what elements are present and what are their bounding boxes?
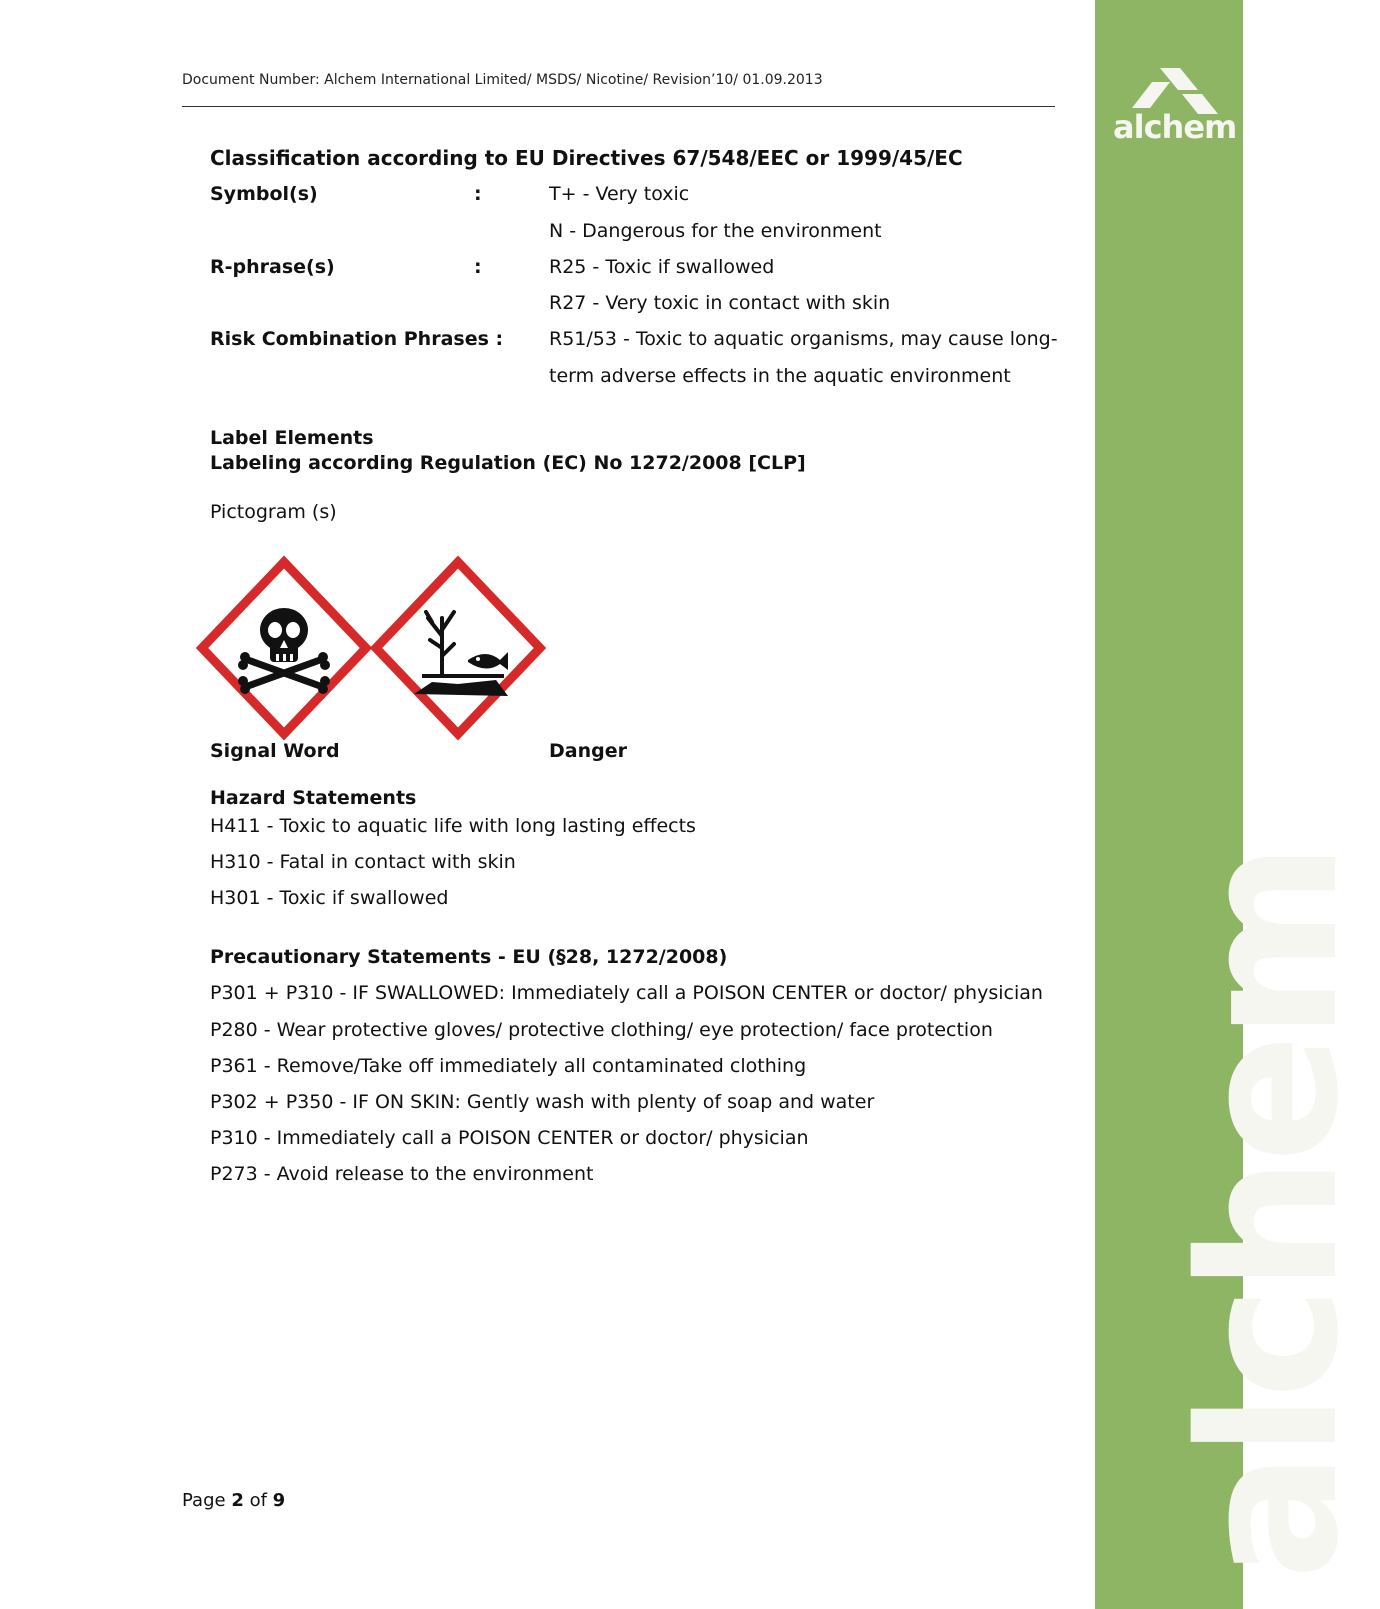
total-pages: 9 bbox=[272, 1490, 286, 1511]
document-number: Document Number: Alchem International Limited/ MSDS/ Nicotine/ Revision’10/ 01.09.2013 bbox=[182, 72, 823, 88]
hazard-statement: H411 - Toxic to aquatic life with long lasting effects bbox=[210, 815, 696, 837]
current-page: 2 bbox=[231, 1490, 244, 1511]
precautionary-statements-title: Precautionary Statements - EU (§28, 1272/2008) bbox=[210, 946, 728, 968]
rphrase-item: R25 - Toxic if swallowed bbox=[549, 256, 775, 278]
risk-combination-line: R51/53 - Toxic to aquatic organisms, may cause long- bbox=[549, 328, 1058, 350]
classification-title: Classification according to EU Directives 67/548/EEC or 1999/45/EC bbox=[210, 146, 963, 170]
symbol-item: T+ - Very toxic bbox=[549, 183, 690, 205]
risk-combination-line: term adverse effects in the aquatic environment bbox=[549, 365, 1011, 387]
rphrases-colon: : bbox=[474, 256, 482, 278]
rphrase-item: R27 - Very toxic in contact with skin bbox=[549, 292, 891, 314]
precautionary-statement: P310 - Immediately call a POISON CENTER or doctor/ physician bbox=[210, 1127, 809, 1149]
risk-combination-label: Risk Combination Phrases : bbox=[210, 328, 504, 350]
watermark-text: alchem bbox=[1159, 847, 1380, 1580]
labeling-regulation-title: Labeling according Regulation (EC) No 1272/2008 [CLP] bbox=[210, 452, 806, 474]
precautionary-statement: P280 - Wear protective gloves/ protective clothing/ eye protection/ face protection bbox=[210, 1019, 993, 1041]
symbol-item: N - Dangerous for the environment bbox=[549, 220, 882, 242]
signal-word-label: Signal Word bbox=[210, 740, 340, 762]
brand-sidebar bbox=[1095, 0, 1380, 1609]
hazard-statement: H301 - Toxic if swallowed bbox=[210, 887, 449, 909]
skull-crossbones-icon bbox=[202, 562, 366, 734]
header-divider bbox=[182, 106, 1055, 107]
label-elements-title: Label Elements bbox=[210, 427, 374, 449]
of-word: of bbox=[249, 1490, 267, 1511]
page-number bbox=[182, 1490, 285, 1511]
precautionary-statement: P361 - Remove/Take off immediately all contaminated clothing bbox=[210, 1055, 807, 1077]
rphrases-label: R-phrase(s) bbox=[210, 256, 335, 278]
hazard-statement: H310 - Fatal in contact with skin bbox=[210, 851, 516, 873]
ghs-pictograms bbox=[196, 556, 566, 741]
environment-hazard-icon bbox=[376, 562, 540, 734]
symbols-label: Symbol(s) bbox=[210, 183, 318, 205]
page-word: Page bbox=[182, 1490, 226, 1511]
symbols-colon: : bbox=[474, 183, 482, 205]
precautionary-statement: P301 + P310 - IF SWALLOWED: Immediately call a POISON CENTER or doctor/ physician bbox=[210, 982, 1043, 1004]
hazard-statements-title: Hazard Statements bbox=[210, 787, 417, 809]
logo-text: alchem bbox=[1113, 108, 1237, 146]
pictogram-label: Pictogram (s) bbox=[210, 501, 337, 523]
precautionary-statement: P302 + P350 - IF ON SKIN: Gently wash with plenty of soap and water bbox=[210, 1091, 875, 1113]
precautionary-statement: P273 - Avoid release to the environment bbox=[210, 1163, 594, 1185]
signal-word-value: Danger bbox=[549, 740, 627, 762]
